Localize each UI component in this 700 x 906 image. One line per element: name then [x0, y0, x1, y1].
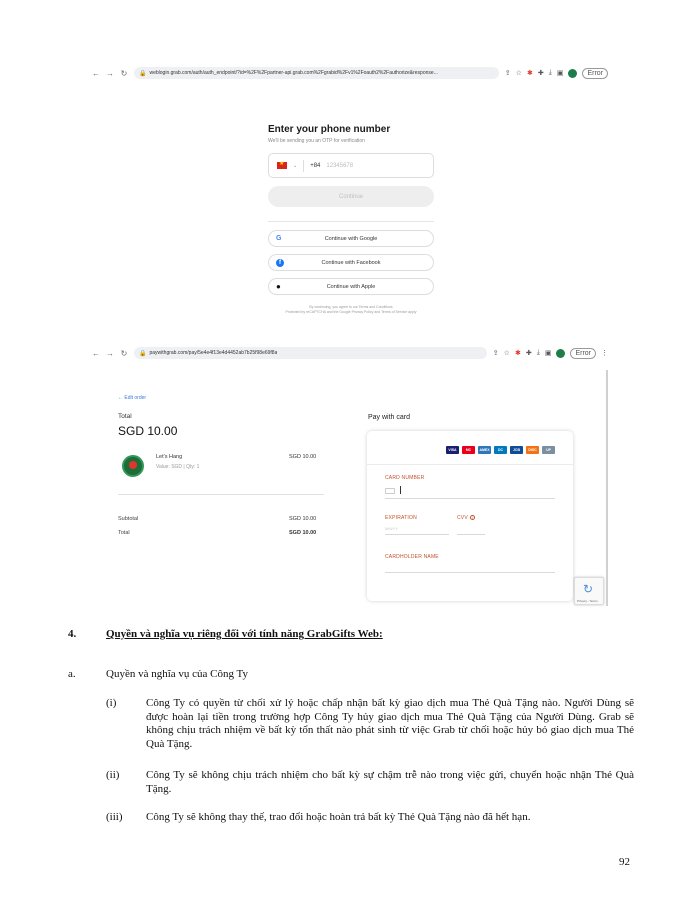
login-panel — [268, 124, 434, 315]
item-price: SGD 10.00 — [289, 454, 317, 460]
error-pill[interactable]: Error — [582, 68, 608, 79]
checkout-browser-toolbar — [92, 344, 608, 362]
profile-avatar[interactable]: I — [556, 349, 565, 358]
card-form-separator — [367, 464, 573, 465]
reload-icon[interactable]: ↻ — [120, 348, 128, 358]
vietnam-flag-icon[interactable] — [277, 162, 287, 169]
share-icon[interactable]: ⇪ — [504, 70, 511, 77]
forward-icon[interactable]: → — [106, 348, 114, 358]
expiration-input[interactable] — [385, 534, 449, 535]
expiration-label: EXPIRATION — [385, 515, 417, 521]
cvv-input[interactable] — [457, 534, 485, 535]
address-url: weblogin.grab.com/auth/auth_endpoint/?id=%2F%2Fpartner-api.grab.com%2Fgrabid%2Fv1%2Foauth2%2Fauthorize&response... — [149, 70, 438, 76]
back-icon[interactable]: ← — [92, 348, 100, 358]
card-icon — [385, 488, 395, 494]
divider — [268, 221, 434, 222]
cardholder-input[interactable] — [385, 572, 555, 573]
extension-icon[interactable]: ✱ — [514, 350, 521, 357]
clause-number: (ii) — [106, 769, 120, 781]
lock-icon: 🔒 — [139, 350, 147, 357]
grand-total-label: Total — [118, 530, 130, 536]
continue-button[interactable]: Continue — [268, 186, 434, 207]
card-brand-up-icon: UP — [542, 446, 555, 454]
google-button-label: Continue with Google — [324, 235, 378, 242]
card-brand-jcb-icon: JCB — [510, 446, 523, 454]
download-icon[interactable]: ⤓ — [536, 349, 540, 356]
apple-icon: ● — [276, 282, 281, 291]
expiration-placeholder: MM/YY — [385, 526, 399, 531]
text-caret — [400, 486, 401, 494]
recaptcha-text: Privacy - Terms — [577, 599, 598, 603]
info-icon[interactable]: i — [470, 515, 475, 520]
share-icon[interactable]: ⇪ — [492, 350, 499, 357]
forward-icon[interactable]: → — [106, 68, 114, 78]
cvv-label-text: CVV — [457, 515, 468, 521]
google-icon: G — [276, 235, 282, 242]
login-subtitle: We'll be sending you an OTP for verification — [268, 138, 365, 144]
facebook-button[interactable] — [268, 254, 434, 271]
total-label: Total — [118, 413, 132, 420]
chevron-down-icon[interactable]: ⌄ — [293, 162, 298, 169]
back-icon[interactable]: ← — [92, 68, 100, 78]
reload-icon[interactable]: ↻ — [120, 68, 128, 78]
checkout-page — [92, 362, 608, 606]
extension-icon[interactable]: ✱ — [526, 70, 533, 77]
cardholder-label: CARDHOLDER NAME — [385, 554, 439, 560]
card-form — [367, 431, 573, 601]
address-bar[interactable] — [134, 347, 487, 359]
subtotal-label: Subtotal — [118, 516, 139, 522]
sidepanel-icon[interactable]: ▣ — [544, 350, 552, 357]
card-brand-mc-icon: MC — [462, 446, 475, 454]
profile-avatar[interactable]: I — [568, 69, 577, 78]
item-name: Let's Hang — [156, 454, 183, 460]
subtotal-value: SGD 10.00 — [289, 516, 317, 522]
card-brand-dc-icon: DC — [494, 446, 507, 454]
country-code: +84 — [310, 162, 321, 169]
subsection-letter: a. — [68, 668, 76, 680]
facebook-button-label: Continue with Facebook — [321, 259, 381, 266]
card-logos — [446, 446, 555, 454]
item-meta: Value: SGD | Qty: 1 — [156, 464, 200, 470]
phone-input[interactable] — [268, 153, 434, 178]
card-number-label: CARD NUMBER — [385, 475, 425, 481]
browser-extensions — [505, 68, 608, 79]
facebook-icon: f — [276, 259, 284, 267]
subsection-title: Quyền và nghĩa vụ của Công Ty — [106, 668, 249, 680]
address-url: paywithgrab.com/pay/5e4e4f13e4d4452ab7b25f98e69f8a — [149, 350, 278, 356]
clause-text: Công Ty sẽ không chịu trách nhiệm cho bất kỳ sự chậm trễ nào trong việc gửi, chuyển hoặc nhận Thẻ Quà Tặng. — [146, 769, 634, 795]
recaptcha-icon: ↻ — [583, 582, 594, 596]
login-browser-toolbar — [92, 64, 608, 82]
scrollbar[interactable] — [606, 370, 608, 606]
star-icon[interactable]: ☆ — [515, 70, 522, 77]
terms-line-1[interactable]: By continuing, you agree to our Terms and Conditions — [309, 305, 393, 309]
summary-divider — [118, 494, 324, 495]
cvv-label — [457, 515, 475, 521]
puzzle-icon[interactable]: ✚ — [537, 70, 544, 77]
browser-extensions — [493, 348, 608, 359]
grand-total-value: SGD 10.00 — [289, 530, 317, 536]
apple-button-label: Continue with Apple — [326, 283, 376, 290]
card-brand-amex-icon: AMEX — [479, 448, 490, 452]
menu-icon[interactable]: ⋮ — [601, 350, 608, 357]
section-number: 4. — [68, 628, 77, 640]
field-separator — [303, 160, 304, 172]
lock-icon: 🔒 — [139, 70, 147, 77]
edit-order-link[interactable]: ← Edit order — [118, 395, 147, 401]
recaptcha-badge[interactable] — [574, 577, 604, 605]
login-title: Enter your phone number — [268, 124, 391, 135]
clause-text: Công Ty sẽ không thay thế, trao đổi hoặc hoàn trả bất kỳ Thẻ Quà Tặng nào đã hết hạn. — [146, 811, 531, 823]
clause-text: Công Ty có quyền từ chối xử lý hoặc chấp nhận bất kỳ giao dịch mua Thẻ Quà Tặng nào. Người Dùng sẽ được hoàn lại tiền trong trường hợp Công Ty hủy giao dịch mua Thẻ Quà Tặng của Người Dùng. Grab sẽ không chịu trách nhiệm về bất kỳ tổn thất nào phát sinh từ việc Grab từ chối hoặc hủy bỏ giao dịch mua Thẻ Quà Tặng. — [146, 697, 634, 750]
address-bar[interactable] — [134, 67, 499, 79]
card-number-input[interactable] — [385, 498, 555, 499]
pay-with-card-title: Pay with card — [368, 414, 411, 421]
gift-card-thumbnail — [122, 455, 144, 477]
download-icon[interactable]: ⤓ — [548, 69, 552, 76]
clause-number: (iii) — [106, 811, 123, 823]
card-brand-visa-icon: VISA — [446, 446, 459, 454]
star-icon[interactable]: ☆ — [503, 350, 510, 357]
total-value: SGD 10.00 — [118, 424, 178, 438]
apple-button[interactable] — [268, 278, 434, 295]
sidepanel-icon[interactable]: ▣ — [556, 70, 564, 77]
error-pill[interactable]: Error — [570, 348, 596, 359]
google-button[interactable] — [268, 230, 434, 247]
terms-line-2[interactable]: Protected by reCAPTCHA and the Google Privacy Policy and Terms of Service apply — [285, 310, 417, 314]
card-brand-disc-icon: DISC — [526, 446, 539, 454]
section-title: Quyền và nghĩa vụ riêng đối với tính năng GrabGifts Web: — [106, 628, 383, 640]
phone-placeholder: 12345678 — [326, 162, 354, 169]
page-number: 92 — [619, 856, 630, 868]
clause-number: (i) — [106, 697, 117, 709]
puzzle-icon[interactable]: ✚ — [525, 350, 532, 357]
terms-text — [268, 305, 434, 315]
